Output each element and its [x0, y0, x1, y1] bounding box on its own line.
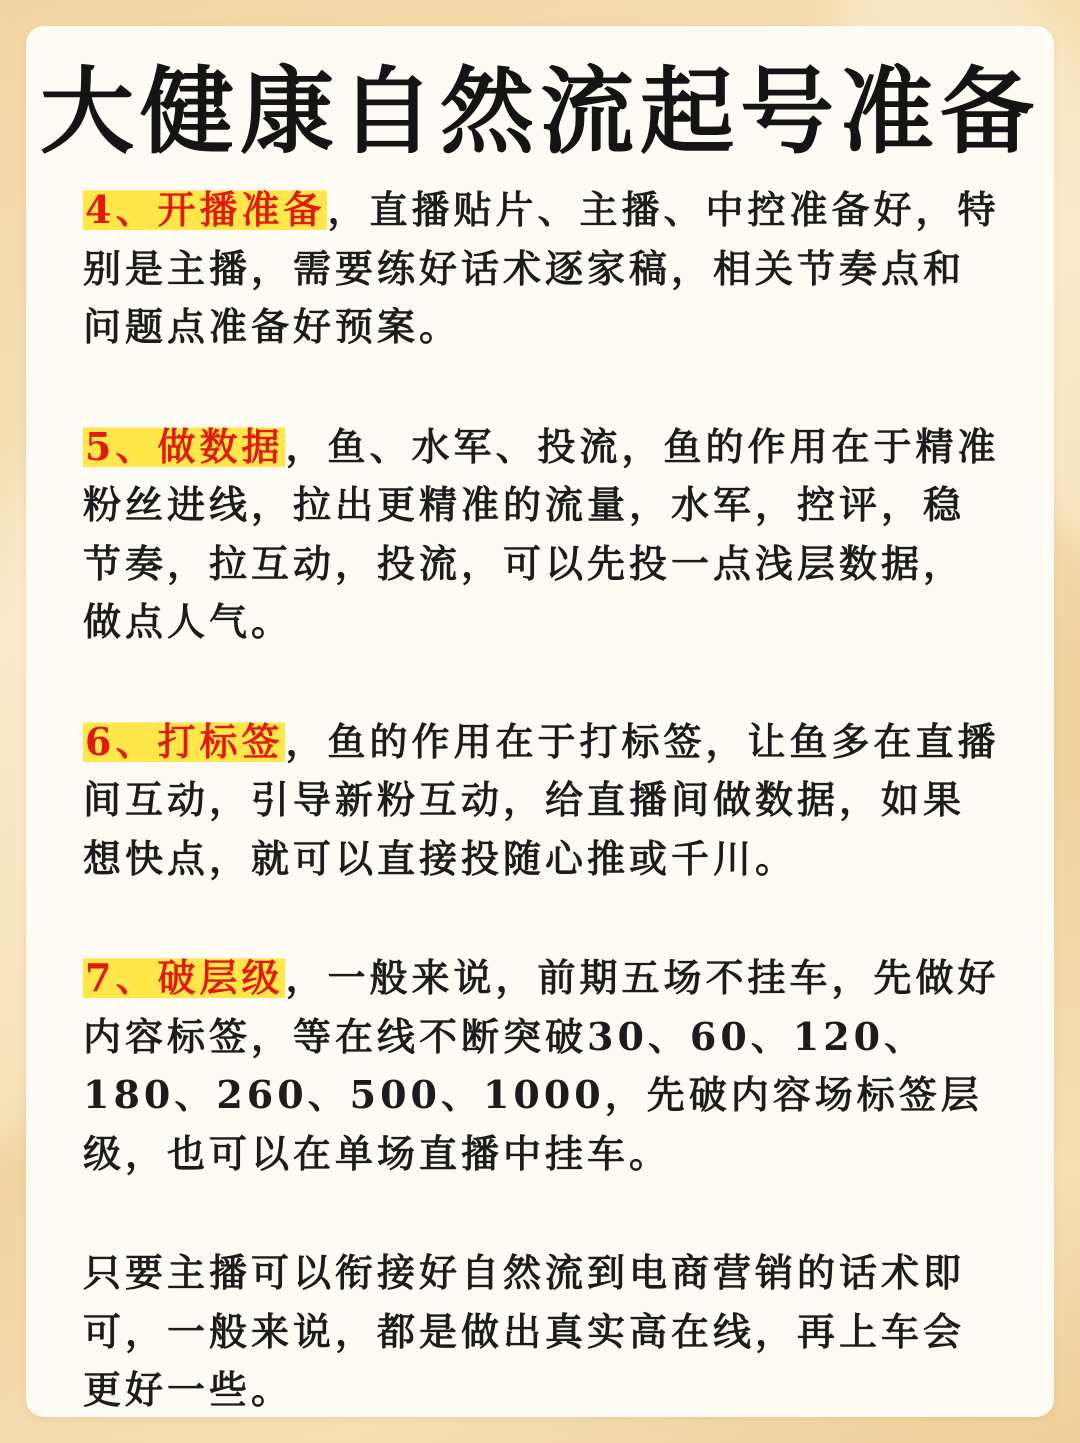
- content-card: [26, 26, 1054, 1417]
- section-4: [83, 181, 1003, 357]
- section-text: ，鱼的作用在于打标签，让鱼多在直播间互动，引导新粉互动，给直播间做数据，如果想快点，就可以直接投随心推或千川。: [83, 718, 1000, 881]
- section-text: ，直播贴片、主播、中控准备好，特别是主播，需要练好话术逐家稿，相关节奏点和问题点准备好预案。: [83, 187, 1000, 349]
- section-heading: 6、打标签: [85, 718, 284, 764]
- section-heading: 4、开播准备: [85, 187, 326, 232]
- page-title: 大健康自然流起号准备: [39, 58, 1040, 167]
- closing-paragraph: 只要主播可以衔接好自然流到电商营销的话术即可，一般来说，都是做出真实高在线，再上车会更好一些。: [83, 1250, 966, 1412]
- section-6: [83, 713, 1003, 889]
- section-5: [83, 418, 1003, 652]
- section-heading: 7、破层级: [85, 955, 284, 1000]
- section-7: [83, 949, 1003, 1183]
- section-heading: 5、做数据: [85, 423, 284, 469]
- section-text: ，一般来说，前期五场不挂车，先做好内容标签，等在线不断突破30、60、120、180、260、500、1000，先破内容场标签层级，也可以在单场直播中挂车。: [83, 955, 1000, 1176]
- article-body: [83, 181, 1003, 1417]
- section-text: ，鱼、水军、投流，鱼的作用在于精准粉丝进线，拉出更精准的流量，水军，控评，稳节奏，拉互动，投流，可以先投一点浅层数据，做点人气。: [83, 423, 1000, 644]
